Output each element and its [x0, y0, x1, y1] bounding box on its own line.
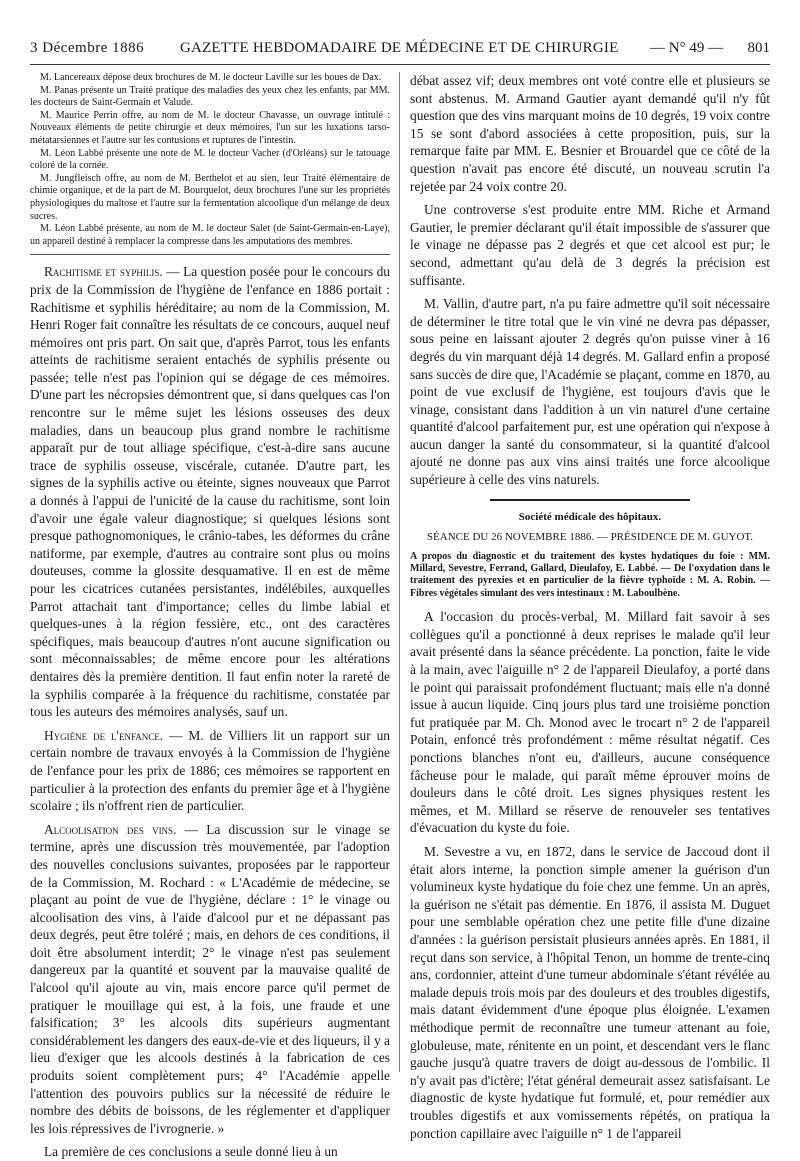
paragraph-text: — La discussion sur le vinage se termine, après une discussion très mouvementée, par l'adoption des nouvelles conclusions suivantes, proposées par le rapporteur de la Commission, M. Rochard : « L'Académie de médecine, se plaçant au point de vue de l'hygiène, déclare : 1° le vinage ou alcoolisation des vins, à l'aide d'alcool pur et ne dépassant pas deux degrés, peut être toléré ; mais, en dehors de ces conditions, il doit être absolument interdit; 2° le vinage n'est pas seulement dangereux par la quantité et souvent par la mauvaise qualité de l'alcool qu'il ajoute au vin, mais encore parce qu'il permet de pratiquer le mouillage qui est, à la fois, une fraude et une falsification; 3° les alcools dits supérieurs augmentant considérablement les dangers des eaux-de-vie et des liqueurs, il y a lieu d'exiger que les alcools destinés à la fabrication de ces produits soient complètement purs; 4° l'Académie appelle l'attention des pouvoirs publics sur la nécessité de réduire le nombre des débits de boissons, de les réglementer et d'appliquer les lois répressives de l'ivrognerie. » — [30, 821, 390, 1136]
paragraph-hygiene — [30, 727, 390, 815]
announcement-item: M. Jungfleisch offre, au nom de M. Berthelot et au sien, leur Traité élémentaire de chimie organique, et de la part de M. Bourquelot, deux brochures l'une sur les propriétés physiologiques du maltose et l'autre sur la fermentation alcoolique d'un mélange de deux sucres. — [30, 172, 390, 222]
paragraph-text: — La question posée pour le concours du prix de la Commission de l'hygiène de l'enfance en 1886 portait : Rachitisme et syphilis héréditaire; au nom de la Commission, M. Henri Roger fait connaître les résultats de ce concours, auquel neuf mémoires ont pris part. On sait que, d'après Parrot, tous les enfants atteints de rachitisme seraient entachés de syphilis présente ou passée; telle n'est pas l'opinion qui se dégage de ces mémoires. D'une part les nécropsies démontrent que, si dans quelques cas l'on rencontre sur le même sujet les lésions osseuses des deux maladies, dans un beaucoup plus grand nombre le rachitisme apparaît pur de tout alliage spécifique, c'est-à-dire sans aucune trace de syphilis osseuse, viscérale, cutanée. D'autre part, les signes de la syphilis active ou éteinte, signes nouveaux que Parrot a donnés à l'appui de l'unicité de la cause du rachitisme, sont loin d'avoir une égale valeur diagnostique; si quelques lésions sont presque pathognomoniques, le crânio-tabes, les déformes du crâne natiforme, par exemple, d'autres au contraire sont plus ou moins douteuses, comme la glossite desquamative. Il en est de même pour les cicatrices cutanées persistantes, indélébiles, auxquelles Parrot attachait tant d'importance; celles du limbe labial et quelques-unes à la région fessière, etc., ont des caractères spécifiques, mais beaucoup d'autres n'ont aucune signification ou sont méconnaissables; de même encore pour les altérations dentaires dès la première dentition. Il faut enfin noter la rareté de la syphilis comparée à la fréquence du rachitisme, constatée par tous les auteurs des mémoires analysés, sauf un. — [30, 264, 390, 720]
issue-date: 3 Décembre 1886 — [30, 40, 145, 56]
society-title: Société médicale des hôpitaux. — [518, 510, 662, 523]
announcement-item: M. Lancereaux dépose deux brochures de M. le docteur Laville sur les boues de Dax. — [40, 72, 382, 83]
paragraph-controverse: Une controverse s'est produite entre MM. Riche et Armand Gautier, le premier déclarant qu'il était impossible de s'assurer que le vinage ne dépasse pas 2 degrés et que cet alcool est pur; le second, admettant qu'au delà de 3 degrés la précision est suffisante. — [410, 202, 770, 288]
section-heading: Alcoolisation des vins. — [44, 821, 177, 837]
paragraph-continued: débat assez vif; deux membres ont voté contre elle et plusieurs se sont abstenus. M. Armand Gautier ayant demandé qu'il n'y fût question que des vins marquant moins de 10 degrés, 19 voix contre 15 se sont d'abord associées à cette proposition, puis, sur la remarque faite par MM. E. Besnier et Brouardel que ce côté de la question n'avait pas encore été discuté, un nouveau scrutin l'a rejetée par 24 voix contre 20. — [410, 73, 770, 194]
section-rule — [490, 499, 690, 501]
announcement-item: M. Léon Labbé présente une note de M. le docteur Vacher (d'Orléans) sur le tatouage coloré de la cornée. — [30, 147, 390, 172]
paragraph-continuation: La première de ces conclusions a seule donné lieu à un — [44, 1144, 338, 1160]
session-summary: A propos du diagnostic et du traitement des kystes hydatiques du foie : MM. Millard, Sevestre, Ferrand, Gallard, Dieulafoy, E. Labbé. — De l'oxydation dans le traitement des pyrexies et en particulier de la fièvre typhoïde : M. A. Robin. — Fibres végétales simulant des vers intestinaux : M. Laboulbène. — [410, 550, 770, 599]
header-rule — [30, 64, 770, 65]
paragraph-text: — M. de Villiers lit un rapport sur un certain nombre de travaux envoyés à la Commission de l'hygiène de l'enfance pour les prix de 1886; ces mémoires se rapportent en particulier à la protection des enfants du premier âge et à l'hygiène scolaire ; ils n'offrent rien de particulier. — [30, 727, 390, 814]
paragraph-rachitisme — [30, 263, 390, 720]
page-header — [30, 38, 770, 60]
column-divider — [399, 72, 400, 1072]
left-column — [30, 72, 390, 1160]
announcement-item: M. Maurice Perrin offre, au nom de M. le docteur Chavasse, un ouvrage intitulé : Nouveaux éléments de petite chirurgie et deux mémoires, l'un sur les luxations tarso-métatarsiennes et l'autre sur les contusions et ruptures de l'intestin. — [30, 109, 390, 146]
paragraph-alcool — [30, 821, 390, 1138]
section-divider — [30, 254, 390, 255]
paragraph-vallin: M. Vallin, d'autre part, n'a pu faire admettre qu'il soit nécessaire de déterminer le titre total que le vin viné ne devra pas dépasser, sous peine en laissant ajouter 2 degrés qu'on puisse viner à 16 degrés du vin marquant déjà 14 degrés. M. Gallard enfin a proposé sans succès de dire que, l'Académie se plaçant, comme en 1870, au point de vue exclusif de l'hygiène, est toujours d'avis que le vinage, consistant dans l'addition à un vin naturel d'une certaine quantité d'alcool parfaitement pur, est une opération qui n'expose à aucun danger la santé du consommateur, si la quantité d'alcool ajouté ne donne pas aux vins ainsi traités une force alcoolique supérieure à celle des vins naturels. — [410, 296, 770, 488]
announcement-item: M. Léon Labbé présente, au nom de M. le docteur Salet (de Saint-Germain-en-Laye), un appareil destiné à remplacer la compresse dans les amputations des membres. — [30, 223, 390, 247]
announcement-item: M. Panas présente un Traité pratique des maladies des yeux chez les enfants, par MM. les docteurs de Saint-Germain et Valude. — [30, 84, 390, 109]
society-body — [410, 608, 770, 1142]
right-column — [410, 72, 770, 1141]
issue-number: — N° 49 — — [650, 40, 724, 56]
journal-title: GAZETTE HEBDOMADAIRE DE MÉDECINE ET DE CHIRURGIE — [180, 40, 619, 56]
page-number: 801 — [747, 40, 770, 56]
paragraph-millard: A l'occasion du procès-verbal, M. Millard fait savoir à ses collègues qu'il a ponctionné à deux reprises le malade qu'il leur avait présenté dans la séance précédente. La ponction, faite le vide à la main, avec l'aiguille n° 2 de l'appareil Dieulafoy, a porté dans le point qui paraissait profondément fluctuant; mais elle n'a donné issue à aucun liquide. Cinq jours plus tard une troisième ponction fut pratiquée par M. Ch. Monod avec le trocart n° 2 de l'appareil Potain, enfoncé très profondément : même résultat négatif. Ces ponctions blanches n'ont eu, d'ailleurs, aucune conséquence fâcheuse pour le malade, qui paraît même éprouver moins de douleurs dans le côté droit. Les signes physiques restent les mêmes, et M. Millard se réserve de renouveler ses tentatives d'évacuation du kyste du foie. — [410, 609, 770, 836]
paragraph-sevestre: M. Sevestre a vu, en 1872, dans le service de Jaccoud dont il était alors interne, la ponction simple amener la guérison d'un volumineux kyste hydatique du foie chez une femme. Un an après, la guérison ne s'était pas démentie. En 1876, il assista M. Duguet pour une semblable opération chez une petite fille d'une dizaine d'années : la guérison persistait plusieurs années après. En 1881, il reçut dans son service, à l'hôpital Tenon, un homme de trente-cinq ans, cordonnier, atteint d'une tumeur abdominale s'étant révélée au malade depuis trois mois par des douleurs et des troubles digestifs, mais datant évidemment d'une époque plus éloignée. L'examen méthodique permit de reconnaître une tumeur attenant au foie, globuleuse, mate, rénitente en un point, et descendant vers le flanc gauche jusqu'à quatre travers de doigt au-dessous de l'ombilic. Il n'y avait pas d'ictère; l'état général demeurait assez satisfaisant. Le diagnostic de kyste hydatique fut formulé, et, pour remédier aux troubles digestifs et aux vomissements répétés, on pratiqua la ponction capillaire avec l'aiguille n° 1 de l'appareil — [410, 844, 770, 1141]
session-line: SÉANCE DU 26 NOVEMBRE 1886. — PRÉSIDENCE DE M. GUYOT. — [426, 530, 754, 543]
article-body-left — [30, 263, 390, 1161]
section-heading: Hygiène de l'enfance. — [44, 727, 164, 743]
announcements — [30, 72, 390, 248]
article-body-right — [410, 72, 770, 489]
section-heading: Rachitisme et syphilis. — [44, 264, 163, 280]
